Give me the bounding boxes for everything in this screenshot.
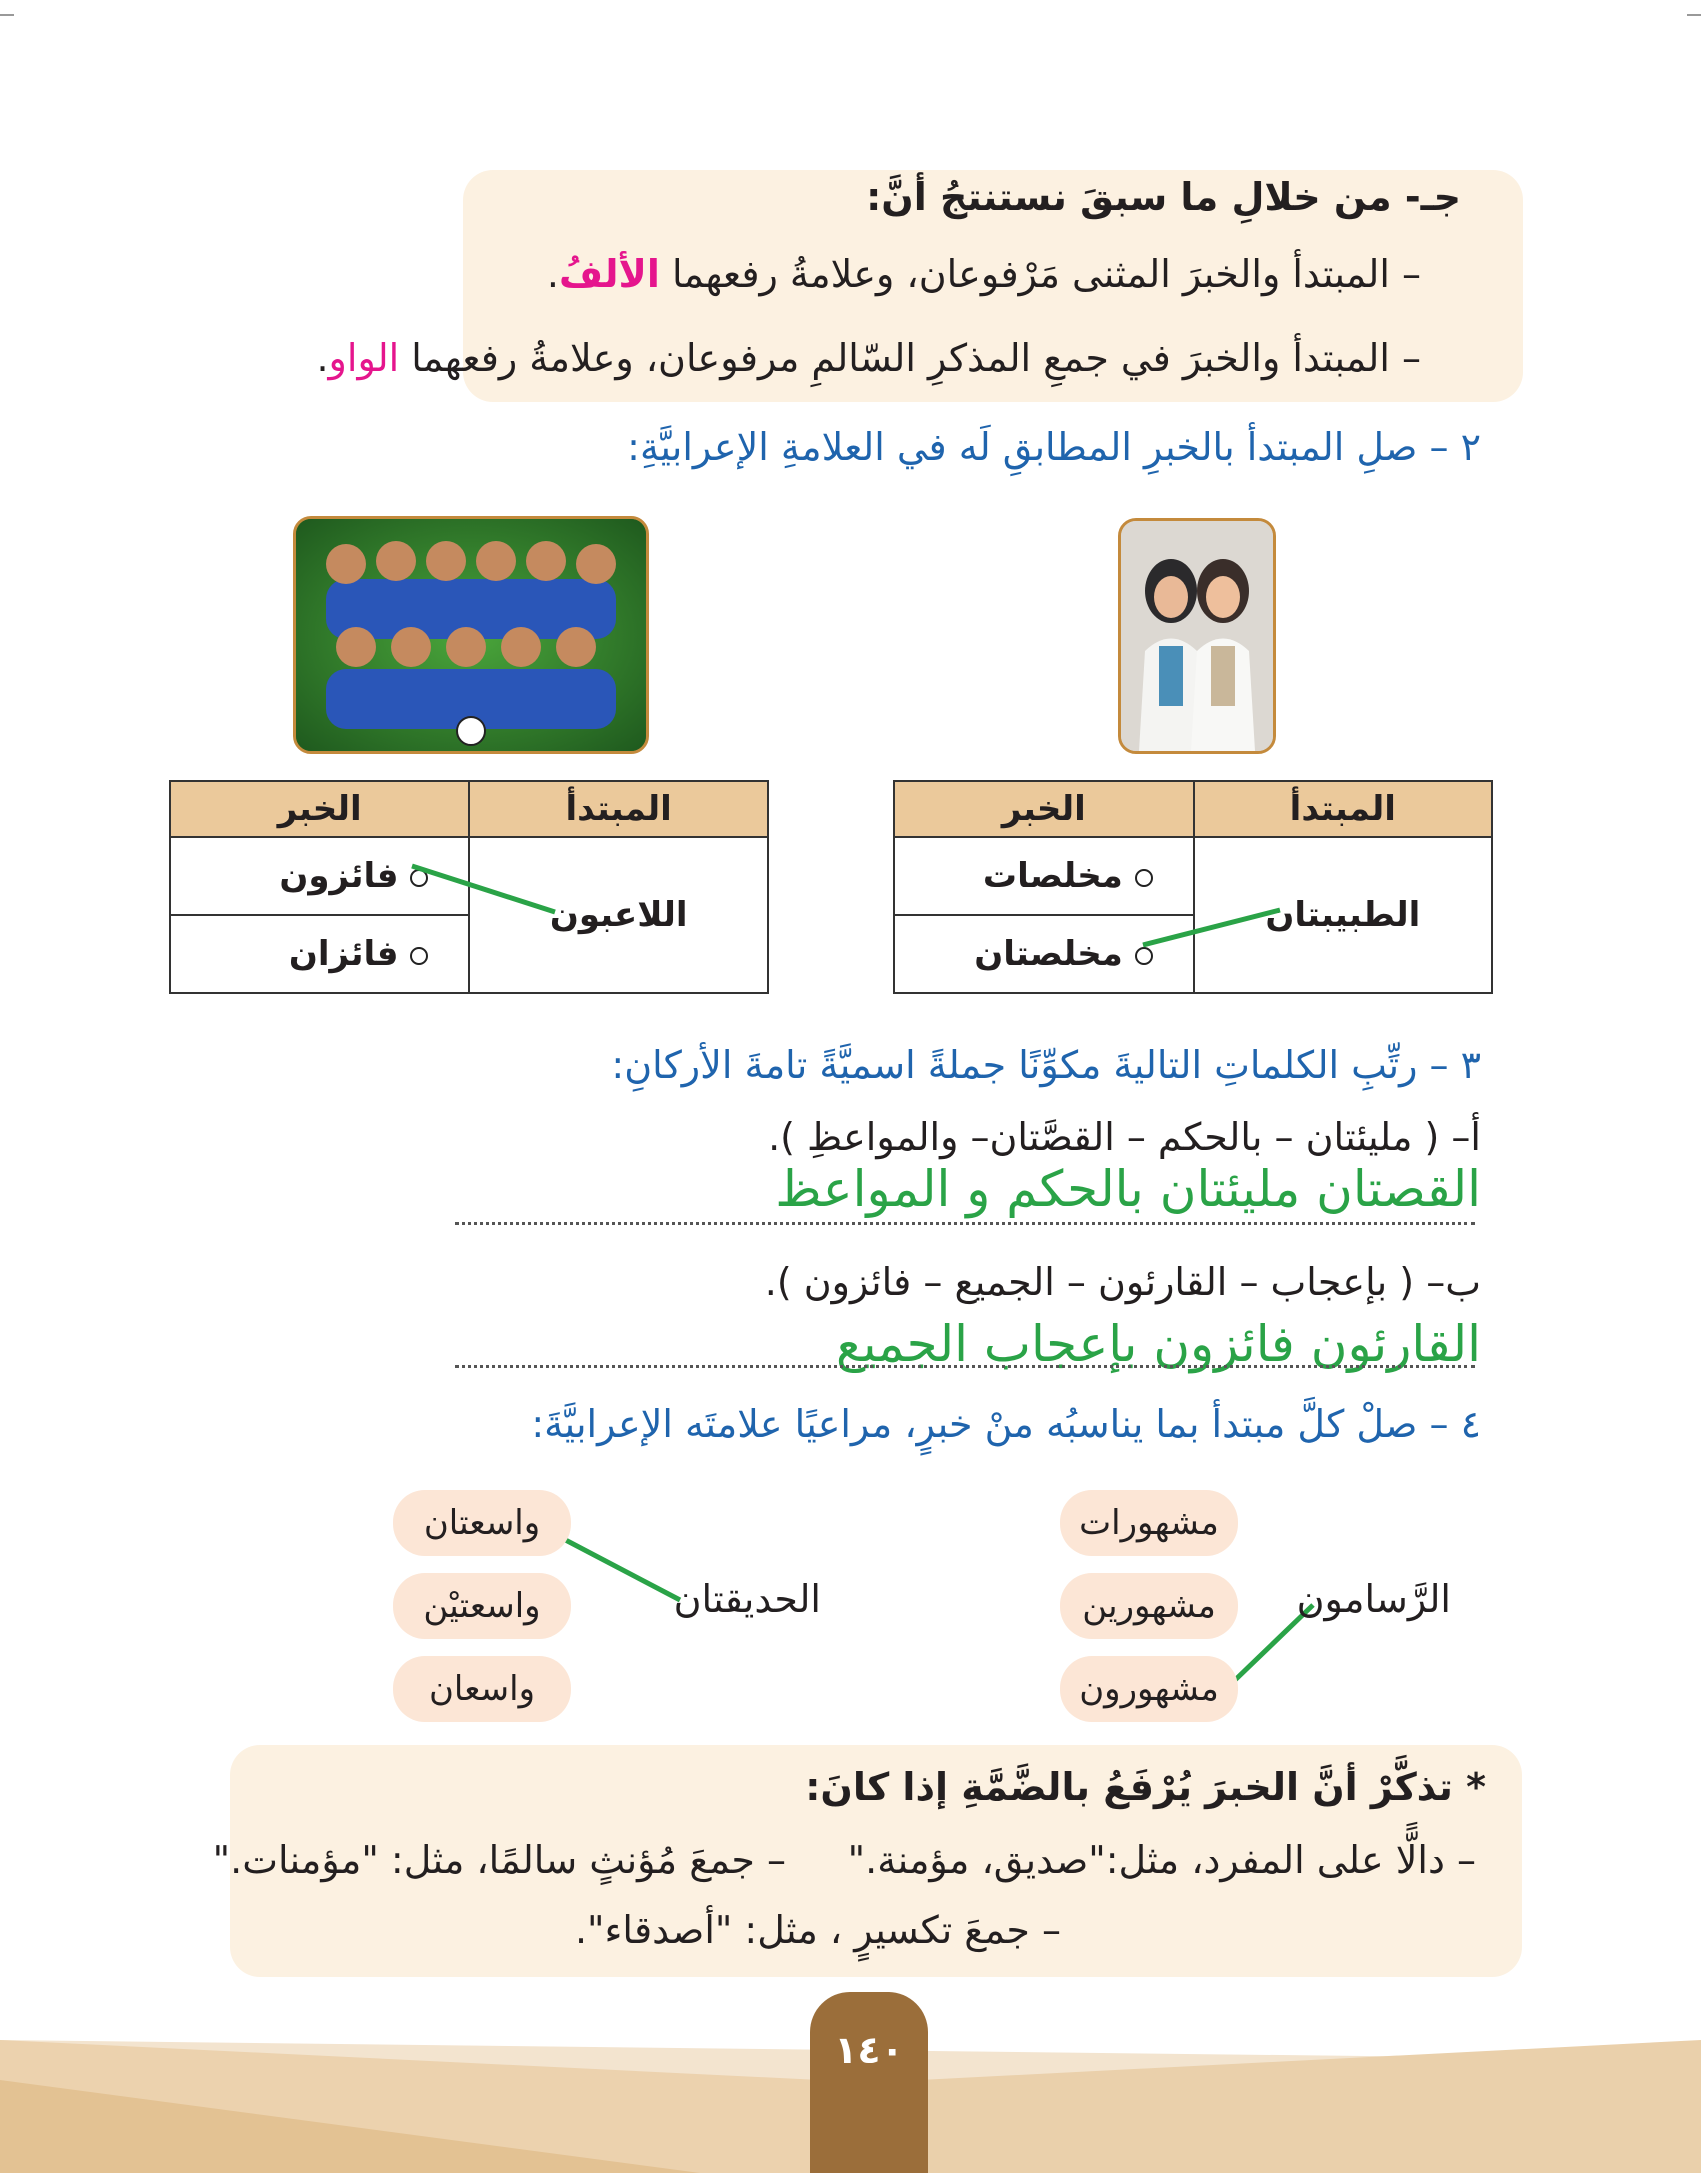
option-word: مخلصات — [982, 856, 1123, 896]
q2-heading: ٢ – صلِ المبتدأ بالخبرِ المطابقِ لَه في العلامةِ الإعرابيَّةِ: — [627, 425, 1481, 469]
q4-option-pill[interactable]: واسعتيْن — [393, 1573, 571, 1639]
mubtada-word: اللاعبون — [549, 895, 688, 935]
option-word: فائزان — [288, 934, 399, 974]
q3b-prompt: ب– ( بإعجاب – القارئون – الجميع – فائزون ). — [764, 1260, 1481, 1304]
q3b-answer: القارئون فائزون بإعجاب الجميع — [835, 1315, 1481, 1373]
q4-option-pill[interactable]: مشهورون — [1060, 1656, 1238, 1722]
q3a-dotted-line — [455, 1222, 1475, 1225]
q3a-prompt: أ– ( مليئتان – بالحكم – القصَّتان– والمواعظِ ). — [768, 1115, 1481, 1159]
remember-title: * تذكَّرْ أنَّ الخبرَ يُرْفَعُ بالضَّمَّةِ إذا كانَ: — [805, 1765, 1486, 1809]
answer-line-team — [412, 866, 555, 912]
conclusion-title: جـ- من خلالِ ما سبقَ نستنتجُ أنَّ: — [866, 175, 1461, 219]
option-word: مخلصتان — [974, 934, 1123, 974]
q4-option-pill[interactable]: مشهورات — [1060, 1490, 1238, 1556]
q3a-answer: القصتان مليئتان بالحكم و المواعظ — [775, 1160, 1481, 1218]
remember-item-3: – جمعَ تكسيرٍ ، مثل: "أصدقاء". — [574, 1908, 1061, 1952]
answer-line-gardens — [556, 1535, 680, 1600]
mubtada-word: الطبيبتان — [1265, 895, 1421, 935]
answer-line-doctors — [1143, 910, 1280, 945]
q3-heading: ٣ – رتِّبِ الكلماتِ التاليةَ مكوِّنًا جملةً اسميَّةً تامةَ الأركانِ: — [611, 1043, 1481, 1087]
header-khabar: الخبر — [894, 781, 1194, 837]
page-number-tab — [810, 1992, 928, 2173]
highlight-waw: الواو — [328, 336, 400, 380]
conclusion-line-2: – المبتدأ والخبرَ في جمعِ المذكرِ السّالمِ مرفوعان، وعلامةُ رفعهما الواو. — [316, 336, 1421, 380]
header-mubtada: المبتدأ — [1194, 781, 1492, 837]
header-khabar: الخبر — [170, 781, 469, 837]
q4-option-pill[interactable]: واسعتان — [393, 1490, 571, 1556]
conclusion-line-1: – المبتدأ والخبرَ المثنى مَرْفوعان، وعلامةُ رفعهما الألفُ. — [546, 252, 1421, 296]
q4-heading: ٤ – صلْ كلَّ مبتدأ بما يناسبُه منْ خبرٍ، مراعيًا علامتَه الإعرابيَّةَ: — [531, 1402, 1481, 1446]
q4-option-pill[interactable]: واسعان — [393, 1656, 571, 1722]
remember-item-2: – جمعَ مُؤنثٍ سالمًا، مثل: "مؤمنات." — [212, 1838, 786, 1882]
q4-subject-painters: الرَّسامون — [1296, 1577, 1451, 1621]
q3b-dotted-line — [455, 1365, 1475, 1368]
q4-subject-gardens: الحديقتان — [673, 1577, 821, 1621]
header-mubtada: المبتدأ — [469, 781, 768, 837]
page-number: ١٤٠ — [834, 2028, 904, 2072]
remember-item-1: – دالًّا على المفرد، مثل:"صديق، مؤمنة." — [847, 1838, 1476, 1882]
q4-option-pill[interactable]: مشهورين — [1060, 1573, 1238, 1639]
option-word: فائزون — [279, 856, 399, 896]
highlight-alef: الألفُ — [559, 252, 660, 296]
